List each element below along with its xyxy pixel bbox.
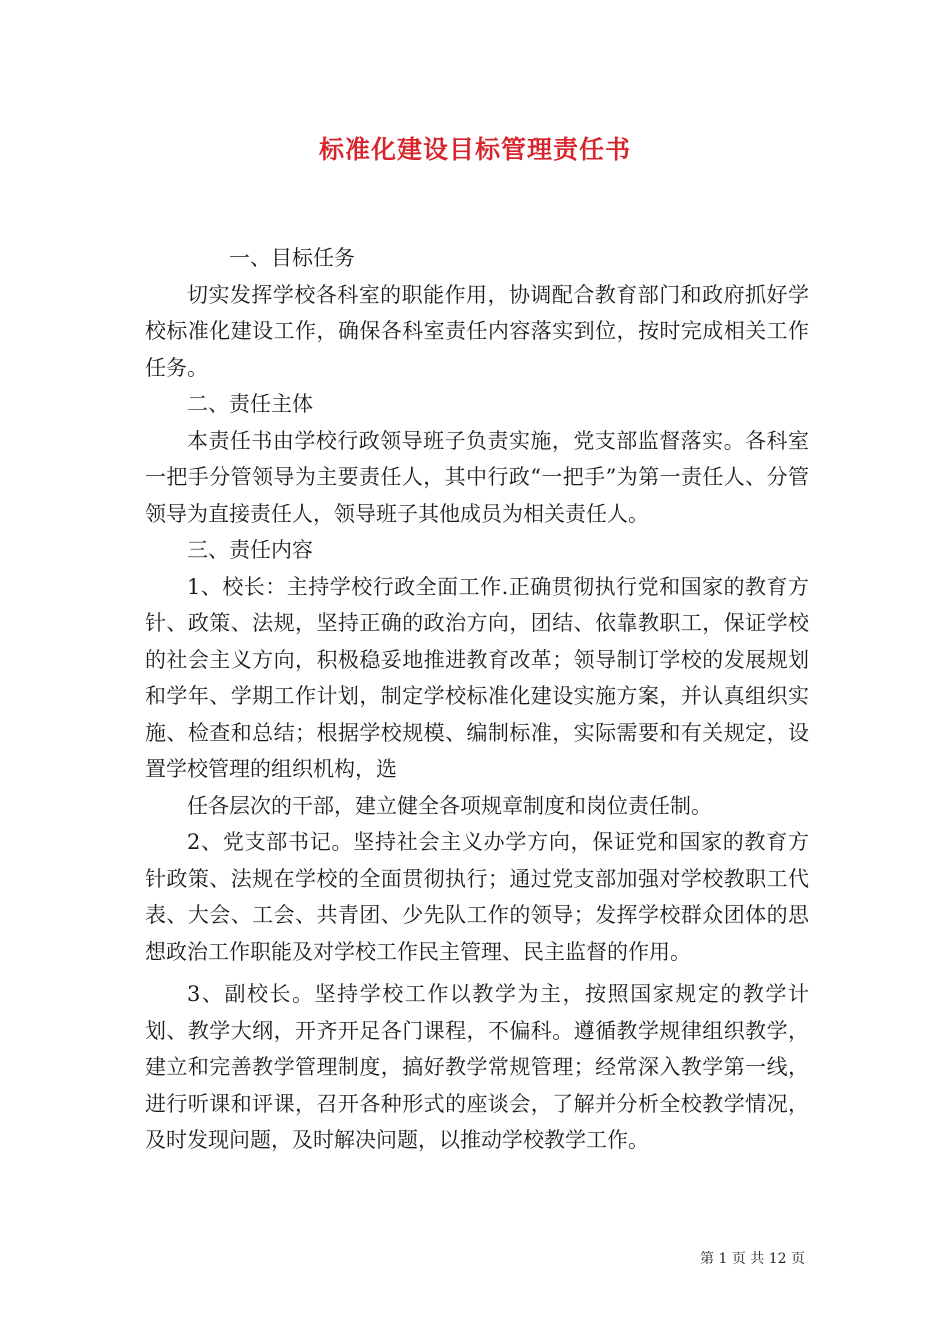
paragraph-vice-principal: 3、副校长。坚持学校工作以教学为主，按照国家规定的教学计划、教学大纲，开齐开足各门课程，不偏科。遵循教学规律组织教学，建立和完善教学管理制度，搞好教学常规管理；经常深入教学第一线，进行听课和评课，召开各种形式的座谈会，了解并分析全校教学情况，及时发现问题，及时解决问题，以推动学校教学工作。: [145, 982, 809, 1152]
page-number: 第 1 页 共 12 页: [700, 1251, 805, 1267]
paragraph-subject: 本责任书由学校行政领导班子负责实施，党支部监督落实。各科室一把手分管领导为主要责任人，其中行政“一把手”为第一责任人、分管领导为直接责任人，领导班子其他成员为相关责任人。: [145, 428, 809, 526]
document-body: [145, 240, 809, 1159]
paragraph-principal-cont: 任各层次的干部，建立健全各项规章制度和岗位责任制。: [187, 793, 712, 818]
paragraph-party-secretary: 2、党支部书记。坚持社会主义办学方向，保证党和国家的教育方针政策、法规在学校的全面贯彻执行；通过党支部加强对学校教职工代表、大会、工会、共青团、少先队工作的领导；发挥学校群众团体的思想政治工作职能及对学校工作民主管理、民主监督的作用。: [145, 830, 809, 964]
section-heading-subject: 二、责任主体: [187, 392, 313, 416]
paragraph-principal: 1、校长：主持学校行政全面工作.正确贯彻执行党和国家的教育方针、政策、法规，坚持正确的政治方向，团结、依靠教职工，保证学校的社会主义方向，积极稳妥地推进教育改革；领导制订学校的发展规划和学年、学期工作计划，制定学校标准化建设实施方案，并认真组织实施、检查和总结；根据学校规模、编制标准，实际需要和有关规定，设置学校管理的组织机构，选: [145, 574, 809, 781]
section-heading-goals: 一、目标任务: [229, 246, 355, 270]
paragraph-goals: 切实发挥学校各科室的职能作用，协调配合教育部门和政府抓好学校标准化建设工作，确保各科室责任内容落实到位，按时完成相关工作任务。: [145, 282, 809, 380]
section-heading-content: 三、责任内容: [187, 538, 313, 562]
document-title: 标准化建设目标管理责任书: [318, 135, 631, 164]
